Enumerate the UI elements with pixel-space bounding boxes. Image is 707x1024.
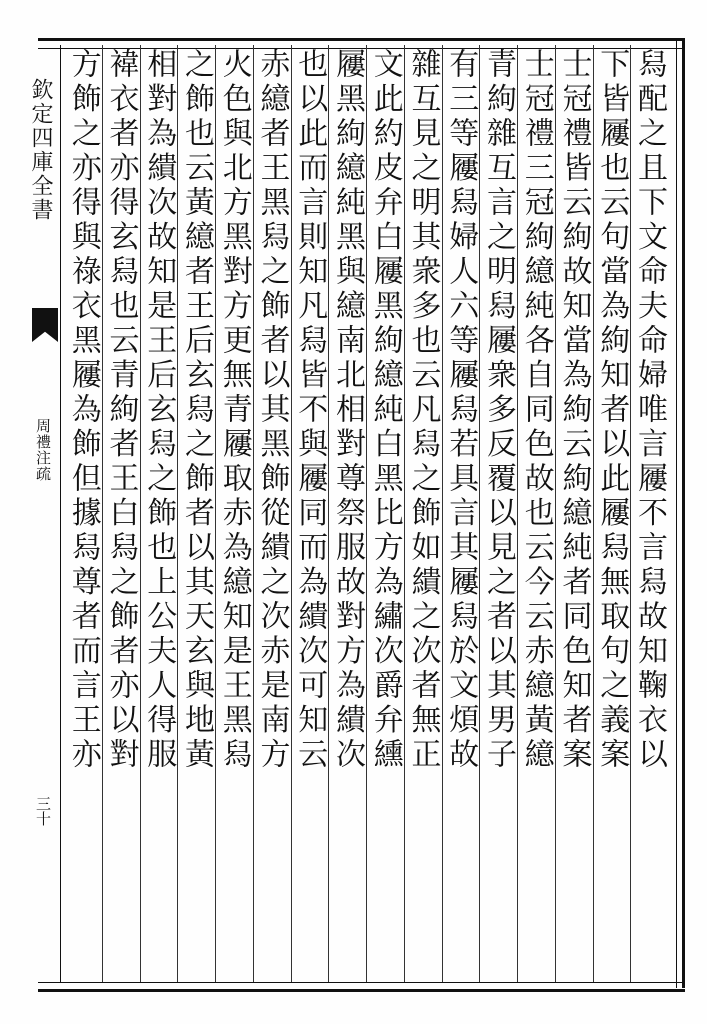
text-column: 相對為繢次故知是王后玄舄之飾也上公夫人得服 bbox=[141, 48, 177, 773]
text-column: 有三等屨舄婦人六等屨舄若具言其屨舄於文煩故 bbox=[443, 48, 479, 773]
text-column: 士冠禮三冠絇繶純各自同色故也云今云赤繶黃繶 bbox=[518, 48, 554, 773]
column-rule bbox=[366, 45, 367, 982]
column-rule bbox=[555, 45, 556, 982]
book-title: 欽定四庫全書 bbox=[28, 78, 53, 222]
column-rule bbox=[593, 45, 594, 982]
frame-left-border bbox=[60, 45, 61, 982]
page-margin bbox=[22, 58, 58, 978]
text-column-last: 方飾之亦得與祿衣黑屨為飾但據舄尊者而言王亦 bbox=[65, 48, 101, 773]
column-rule bbox=[328, 45, 329, 982]
text-column: 下皆屨也云句當為絇知者以此屨舄無取句之義案 bbox=[594, 48, 630, 773]
fishtail-mark-icon bbox=[32, 308, 58, 342]
text-column: 青絇雜互言之明舄屨衆多反覆以見之者以其男子 bbox=[481, 48, 516, 773]
page-number: 三十 bbox=[34, 796, 52, 826]
text-column: 雜互見之明其衆多也云凡舄之飾如繢之次者無正 bbox=[405, 48, 441, 773]
column-rule bbox=[442, 45, 443, 982]
text-column: 文此約皮弁白屨黑絇繶純白黑比方為繡次爵弁纁 bbox=[367, 48, 403, 773]
text-column: 也以此而言則知凡舄皆不與屨同而為繢次可知云 bbox=[292, 48, 328, 773]
text-column: 火色與北方黑對方更無青屨取赤為繶知是王黑舄 bbox=[216, 48, 252, 773]
text-column: 士冠禮皆云絇故知當為絇云絇繶純者同色知者案 bbox=[556, 48, 592, 773]
text-column: 赤繶者王黑舄之飾者以其黑飾從繢之次赤是南方 bbox=[254, 48, 290, 773]
column-rule bbox=[102, 45, 103, 982]
column-rule bbox=[215, 45, 216, 982]
text-column: 之飾也云黃繶者王后玄舄之飾者以其天玄與地黃 bbox=[179, 48, 214, 773]
column-rule bbox=[177, 45, 178, 982]
column-rule bbox=[253, 45, 254, 982]
column-rule bbox=[517, 45, 518, 982]
frame-right-border bbox=[676, 38, 685, 988]
text-column: 褘衣者亦得玄舄也云青絇者王白舄之飾者亦以對 bbox=[103, 48, 139, 773]
text-column: 屨黑絇繶純黑與繶南北相對尊祭服故對方為繢次 bbox=[330, 48, 365, 773]
column-rule bbox=[630, 45, 631, 982]
frame-bottom-border bbox=[38, 982, 685, 992]
text-column: 舄配之且下文命夫命婦唯言屨不言舄故知鞠衣以 bbox=[632, 48, 667, 773]
column-rule bbox=[404, 45, 405, 982]
section-title: 周禮注疏 bbox=[34, 418, 52, 482]
column-rule bbox=[140, 45, 141, 982]
column-rule bbox=[479, 45, 480, 982]
column-rule bbox=[291, 45, 292, 982]
